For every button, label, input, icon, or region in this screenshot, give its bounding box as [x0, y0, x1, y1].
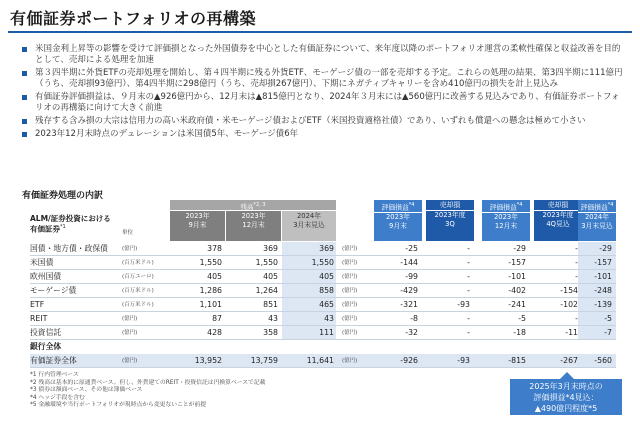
row-unit: (億円) [122, 246, 138, 252]
pl-value: -560 [594, 356, 612, 365]
pl-header-line2: 4Q見込 [546, 220, 570, 228]
row-label: 投資信託 [30, 328, 62, 337]
pl-value: -5 [518, 314, 526, 323]
pl-band-label: 売却損 [534, 201, 582, 211]
col-header-line2: 12月末 [242, 221, 265, 229]
pl-col-3q [426, 200, 474, 241]
pl-value: -7 [604, 328, 612, 337]
pl-value: -157 [594, 258, 612, 267]
page-title: 有価証券ポートフォリオの再構築 [10, 9, 257, 28]
row-unit: (百万ユーロ) [122, 274, 154, 280]
pl-band-sup: *4 [408, 202, 415, 208]
pl-value: -93 [457, 300, 470, 309]
callout-line3: ▲490億円程度*5 [534, 404, 598, 413]
pl-value: -926 [400, 356, 418, 365]
pl-band-sup: *4 [516, 202, 523, 208]
pl-col-4q [534, 200, 582, 241]
balance-value: 858 [319, 286, 334, 295]
row-unit: (億円) [342, 288, 358, 294]
pl-value: - [575, 258, 578, 267]
table-row [30, 256, 616, 270]
pl-value: -144 [400, 258, 418, 267]
row-unit: (百万米ドル) [122, 302, 154, 308]
pl-value: - [467, 272, 470, 281]
securities-table [30, 200, 616, 368]
footnote: *4 ヘッジ手段を含む [30, 394, 85, 401]
balance-value: 851 [263, 300, 278, 309]
pl-value: -154 [560, 286, 578, 295]
pl-header-line1: 2023年 [493, 213, 519, 222]
pl-value: -29 [513, 244, 526, 253]
group-label: 銀行全体 [30, 342, 62, 351]
group-row [30, 340, 616, 354]
footnotes [30, 372, 265, 410]
pl-value: -429 [400, 286, 418, 295]
row-unit: (億円) [342, 330, 358, 336]
pl-value: -157 [508, 258, 526, 267]
callout-line1: 2025年3月末時点の [529, 382, 603, 391]
bullet-item: 第３四半期に外貨ETFの売却処理を開始し、第４四半期に残る外貨ETF、モーゲージ債の一部を売却する予定。これらの処理の結果、第3四半期に111億円（うち、売却損93億円）、第4四半期に298億円（うち、売却損267億円）、下期にネガティブキャリーを含め410億円の損失を計上見込み [22, 68, 628, 90]
pl-value: -241 [508, 300, 526, 309]
balance-col-mar2024 [282, 211, 336, 241]
pl-col-mar2024 [578, 200, 616, 241]
table-row [30, 284, 616, 298]
col-header-line1: 2023年 [185, 212, 210, 220]
pl-value: -25 [405, 244, 418, 253]
pl-value: - [467, 244, 470, 253]
pl-value: -248 [594, 286, 612, 295]
table-row [30, 298, 616, 312]
pl-value: -267 [560, 356, 578, 365]
pl-header-line2: 12月末 [494, 222, 518, 231]
balance-value: 43 [324, 314, 334, 323]
row-label: ETF [30, 300, 45, 309]
footnote: *5 金融環境や当行ポートフォリオが現時点から変更ないことが前提 [30, 402, 207, 408]
pl-value: - [575, 272, 578, 281]
balance-value: 87 [212, 314, 222, 323]
balance-value: 43 [268, 314, 278, 323]
corner-sup: *1 [60, 224, 66, 230]
pl-value: -101 [594, 272, 612, 281]
pl-value: -18 [513, 328, 526, 337]
forecast-callout [510, 379, 622, 415]
footnote: *1 行内管理ベース [30, 372, 79, 378]
balance-value: 405 [319, 272, 334, 281]
callout-pointer [560, 372, 574, 379]
pl-value: -402 [508, 286, 526, 295]
pl-value: - [467, 314, 470, 323]
pl-col-dec2023 [482, 200, 530, 241]
row-unit: (億円) [122, 330, 138, 336]
balance-value: 405 [263, 272, 278, 281]
table-row [30, 270, 616, 284]
row-unit: (億円) [342, 302, 358, 308]
pl-band-label: 評価損益 [489, 203, 517, 212]
callout-line2: 評価損益*4見込： [533, 393, 599, 402]
pl-value: -11 [565, 328, 578, 337]
pl-value: -815 [508, 356, 526, 365]
pl-value: - [575, 244, 578, 253]
balance-col-sep2023 [170, 211, 225, 241]
pl-col-sep2023 [374, 200, 422, 241]
row-divider [30, 367, 616, 368]
row-unit: (億円) [342, 316, 358, 322]
pl-header-line1: 2023年 [385, 213, 411, 222]
section-title: 有価証券処理の内訳 [22, 191, 104, 201]
balance-col-dec2023 [226, 211, 281, 241]
pl-value: -101 [508, 272, 526, 281]
pl-header-line1: 2023年度 [542, 211, 574, 219]
balance-value: 428 [207, 328, 222, 337]
pl-header-line1: 2023年度 [434, 211, 466, 219]
row-unit: (億円) [342, 274, 358, 280]
balance-value: 1,550 [199, 258, 222, 267]
row-label: モーゲージ債 [30, 286, 77, 295]
balance-value: 1,264 [255, 286, 278, 295]
balance-value: 1,550 [255, 258, 278, 267]
pl-value: - [467, 286, 470, 295]
pl-value: -321 [400, 300, 418, 309]
pl-band-label: 売却損 [426, 201, 474, 211]
pl-value: -99 [405, 272, 418, 281]
balance-header [170, 200, 336, 210]
pl-value: -139 [594, 300, 612, 309]
balance-value: 405 [207, 272, 222, 281]
row-unit: (億円) [122, 316, 138, 322]
row-unit: (百万米ドル) [122, 288, 154, 294]
pl-header-line2: 3月末見込 [581, 222, 613, 231]
pl-value: - [467, 328, 470, 337]
col-header-line2: 9月末 [188, 221, 207, 229]
balance-value: 378 [207, 244, 222, 253]
corner-label-line2: 有価証券 [30, 224, 60, 234]
bullet-item: 2023年12月末時点のデュレーションは米国債5年、モーゲージ債6年 [22, 129, 628, 140]
col-header-line1: 2023年 [241, 212, 266, 220]
balance-value: 1,286 [199, 286, 222, 295]
pl-value: -32 [405, 328, 418, 337]
corner-label [30, 214, 111, 234]
pl-value: -5 [604, 314, 612, 323]
footnote: *3 債券は額面ベース、その他は簿価ベース [30, 387, 143, 393]
balance-value: 111 [319, 328, 334, 337]
balance-value: 369 [263, 244, 278, 253]
table-body [30, 242, 616, 368]
title-rule [8, 31, 632, 33]
row-label: REIT [30, 314, 48, 323]
row-label: 欧州国債 [30, 272, 62, 281]
table-row [30, 326, 616, 340]
pl-header-line2: 9月末 [389, 222, 407, 231]
balance-value: 1,550 [311, 258, 334, 267]
row-unit: (億円) [342, 260, 358, 266]
pl-value: - [575, 314, 578, 323]
bullet-item: 米国金利上昇等の影響を受けて評価損となった外国債券を中心とした有価証券について、来年度以降のポートフォリオ運営の柔軟性確保と収益改善を目的として、売却による処理を加速 [22, 44, 628, 66]
row-unit: (億円) [342, 246, 358, 252]
balance-value: 13,952 [194, 356, 222, 365]
row-unit: (億円) [342, 358, 358, 364]
row-unit: (億円) [122, 358, 138, 364]
bullet-item: 有価証券評価損益は、９月末の▲926億円から、12月末は▲815億円となり、2024年３月末には▲560億円に改善する見込みであり、有価証券ポートフォリオの再構築に向けて大きく前進 [22, 92, 628, 114]
pl-value: -93 [457, 356, 470, 365]
unit-col-header: 単位 [122, 230, 134, 236]
pl-value: -102 [560, 300, 578, 309]
footnote: *2 残高は基本的に原通貨ベース。但し、外貨建てのREIT・投資信託は円換算ベースで記載 [30, 379, 266, 386]
balance-value: 369 [319, 244, 334, 253]
balance-value: 465 [319, 300, 334, 309]
balance-value: 13,759 [250, 356, 278, 365]
pl-band-sup: *4 [607, 202, 614, 208]
pl-header-line2: 3Q [445, 220, 455, 228]
col-header-line2: 3月末見込 [293, 221, 325, 229]
pl-header-line1: 2024年 [584, 213, 610, 222]
pl-value: -8 [410, 314, 418, 323]
balance-header-label: 残高 [240, 203, 254, 212]
balance-sup: *2, 3 [253, 202, 266, 208]
row-label: 米国債 [30, 258, 54, 267]
pl-value: -29 [599, 244, 612, 253]
total-row [30, 354, 616, 368]
table-row [30, 312, 616, 326]
balance-value: 358 [263, 328, 278, 337]
bullet-list [22, 44, 628, 142]
pl-value: - [467, 258, 470, 267]
bullet-item: 残存する含み損の大宗は信用力の高い米政府債・米モーゲージ債およびETF（米国投資適格社債）であり、いずれも償還への懸念は極めて小さい [22, 116, 628, 127]
row-label: 有価証券全体 [30, 356, 77, 365]
col-header-line1: 2024年 [296, 212, 322, 220]
pl-band-label: 評価損益 [381, 203, 409, 212]
row-label: 国債・地方債・政保債 [30, 244, 108, 253]
balance-value: 11,641 [306, 356, 334, 365]
corner-label-line1: ALM/証券投資における [30, 214, 111, 223]
pl-band-label: 評価損益 [580, 203, 608, 212]
balance-value: 1,101 [199, 300, 222, 309]
row-unit: (百万米ドル) [122, 260, 154, 266]
table-row [30, 242, 616, 256]
